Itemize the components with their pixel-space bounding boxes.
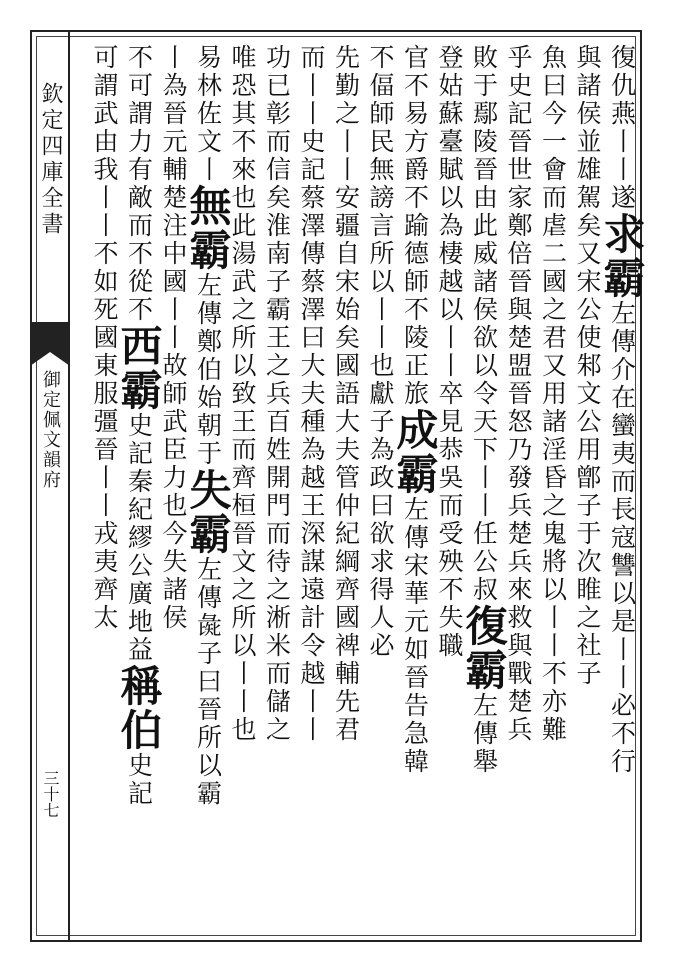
text-column — [567, 44, 607, 934]
headword: 求霸 — [597, 212, 647, 300]
headword: 成霸 — [390, 408, 440, 496]
text-column — [84, 44, 124, 934]
text-column — [498, 44, 538, 934]
text-run: 丨為晉元輔 — [159, 44, 188, 184]
text-run: 唯恐其不來也此湯武之所以致王而齊桓晉文之所以丨丨也 — [228, 44, 257, 744]
text-run: 左傳彘子曰晉所以霸 — [193, 556, 223, 808]
headword: 失霸 — [183, 468, 233, 556]
text-run: 史記秦紀繆公廣地益 — [124, 412, 154, 664]
text-column — [360, 44, 400, 934]
text-run: 魚曰今一會而虐二國之君又用諸淫昏之鬼將以丨丨不亦難 — [538, 44, 568, 744]
text-run: 先勤之丨丨安疆自宋始矣國語大夫管仲紀綱齊國裨輔先君 — [331, 44, 361, 744]
text-column — [291, 44, 331, 934]
text-column — [326, 44, 366, 934]
text-run: 可謂武由我丨丨不如死 — [90, 44, 119, 324]
page-number: 三十七 — [41, 770, 60, 818]
text-column — [597, 44, 647, 934]
text-column — [153, 44, 193, 934]
text-run: 史記 — [124, 752, 154, 808]
text-column — [183, 44, 233, 934]
headword: 無霸 — [183, 184, 233, 272]
text-run: 而丨丨史記蔡澤傳蔡澤曰大夫種為越王深謀遠計令越丨丨 — [297, 44, 326, 744]
headword: 西霸 — [114, 324, 164, 412]
headword: 復霸 — [459, 604, 509, 692]
text-run: 登姑蘇臺賦以為棲越以丨丨卒見恭吳而受殃 — [435, 44, 464, 576]
text-column — [533, 44, 573, 934]
text-run: 功已彰而信矣淮南子霸王之兵百姓開門而待之淅米而儲之 — [262, 44, 292, 744]
book-title: 欽定四庫全書 — [38, 82, 63, 238]
text-run: 齊太 — [90, 576, 119, 632]
headword: 稱伯 — [114, 664, 164, 752]
text-run: 師武臣力也今失諸侯 — [159, 380, 188, 632]
text-run: 獻子為政曰欲求得人必 — [366, 380, 395, 660]
text-column — [390, 44, 440, 934]
text-run: 左傳介在蠻夷而長寇讐以是丨丨必不行 — [607, 300, 637, 776]
text-run: 左傳宋華元如晉告急韓 — [400, 496, 430, 776]
text-run: 不失職 — [435, 576, 464, 660]
text-run: 復仇燕丨丨遂 — [607, 44, 637, 212]
text-run: 國東服彊晉丨丨戎夷 — [90, 324, 119, 576]
text-run: 敗于鄢陵晉由此威諸侯欲以令天下丨丨任公叔 — [469, 44, 499, 604]
text-run: 乎史記晉世家鄭倍晉與楚盟晉怒乃發兵楚兵來救與戰楚兵 — [504, 44, 533, 744]
text-column — [114, 44, 164, 934]
text-run: 左傳鄭伯始朝于 — [193, 272, 223, 468]
text-run: 與諸侯並雄駕 — [573, 44, 602, 212]
text-run: 官不易方爵不踰德師不陵正旅 — [400, 44, 430, 408]
text-columns — [76, 44, 647, 934]
fishtail-mark — [30, 322, 70, 352]
text-column — [257, 44, 297, 934]
text-run: 不可謂力有敵而不從不 — [124, 44, 154, 324]
text-run: 矣又宋公使邾文公用鄫子于次睢之社子 — [573, 212, 602, 688]
text-run: 易林佐文丨 — [193, 44, 223, 184]
text-run: 楚注中國丨丨故 — [159, 184, 188, 380]
text-column — [459, 44, 509, 934]
book-subtitle: 御定佩文韻府 — [40, 370, 61, 490]
text-run: 不偪師民無謗言所以丨丨也 — [366, 44, 395, 380]
margin-strip — [30, 30, 70, 942]
text-run: 左傳舉 — [469, 692, 499, 776]
